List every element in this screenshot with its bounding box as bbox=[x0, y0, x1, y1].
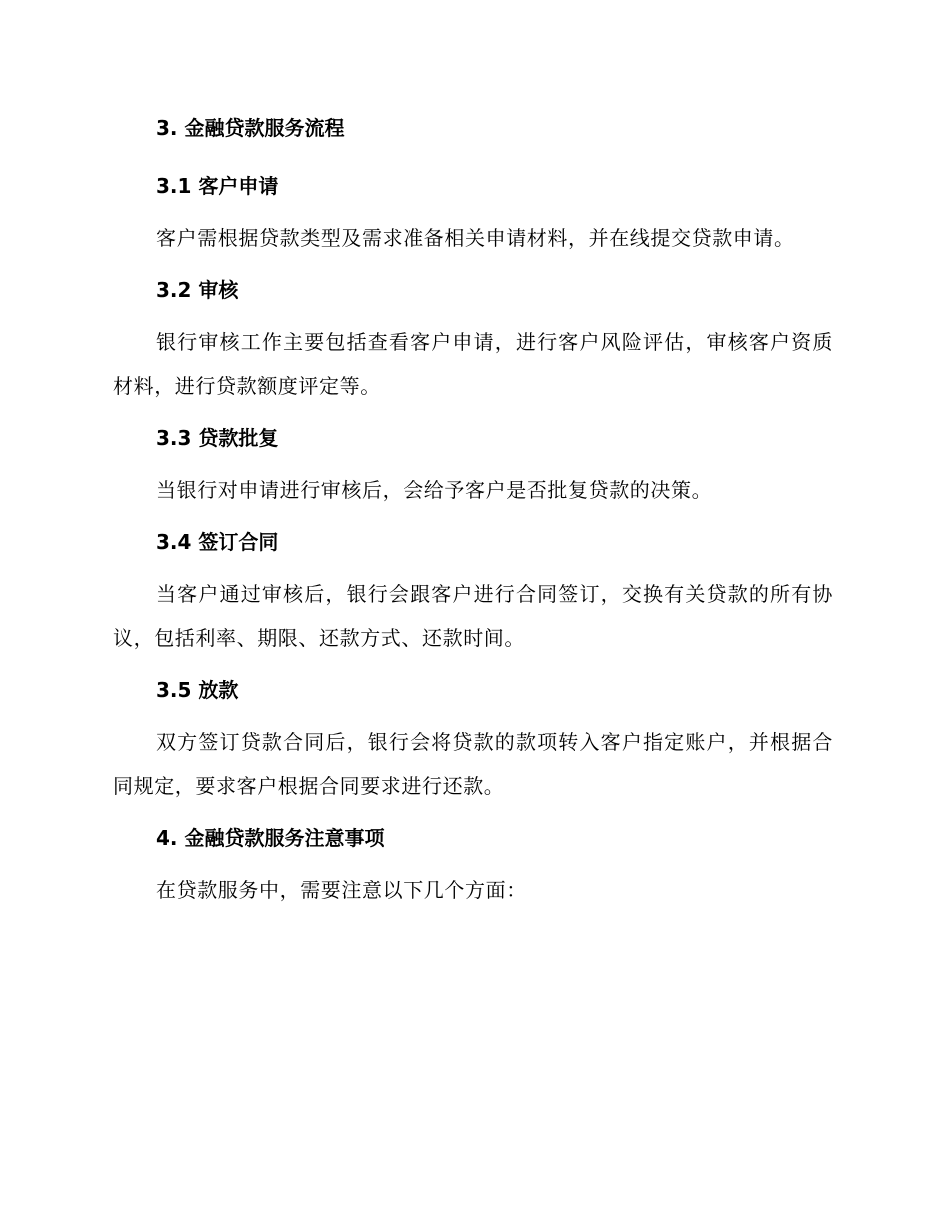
paragraph-precautions-intro: 在贷款服务中，需要注意以下几个方面： bbox=[156, 878, 527, 902]
subsection-heading-customer-application: 3.1 客户申请 bbox=[156, 174, 279, 198]
paragraph-sign-contract: 当客户通过审核后，银行会跟客户进行合同签订，交换有关贷款的所有协议，包括利率、期限、还款方式、还款时间。 bbox=[113, 582, 833, 650]
subsection-heading-disbursement: 3.5 放款 bbox=[156, 678, 239, 702]
paragraph-review: 银行审核工作主要包括查看客户申请，进行客户风险评估，审核客户资质材料，进行贷款额度评定等。 bbox=[113, 330, 833, 398]
subsection-heading-loan-approval: 3.3 贷款批复 bbox=[156, 426, 279, 450]
section-heading-precautions: 4. 金融贷款服务注意事项 bbox=[156, 826, 385, 850]
section-heading-loan-process: 3. 金融贷款服务流程 bbox=[156, 116, 345, 140]
paragraph-customer-application: 客户需根据贷款类型及需求准备相关申请材料，并在线提交贷款申请。 bbox=[156, 226, 795, 250]
paragraph-disbursement: 双方签订贷款合同后，银行会将贷款的款项转入客户指定账户，并根据合同规定，要求客户根据合同要求进行还款。 bbox=[113, 730, 833, 798]
paragraph-loan-approval: 当银行对申请进行审核后，会给予客户是否批复贷款的决策。 bbox=[156, 478, 713, 502]
document-body bbox=[113, 112, 833, 912]
subsection-heading-review: 3.2 审核 bbox=[156, 278, 239, 302]
subsection-heading-sign-contract: 3.4 签订合同 bbox=[156, 530, 279, 554]
